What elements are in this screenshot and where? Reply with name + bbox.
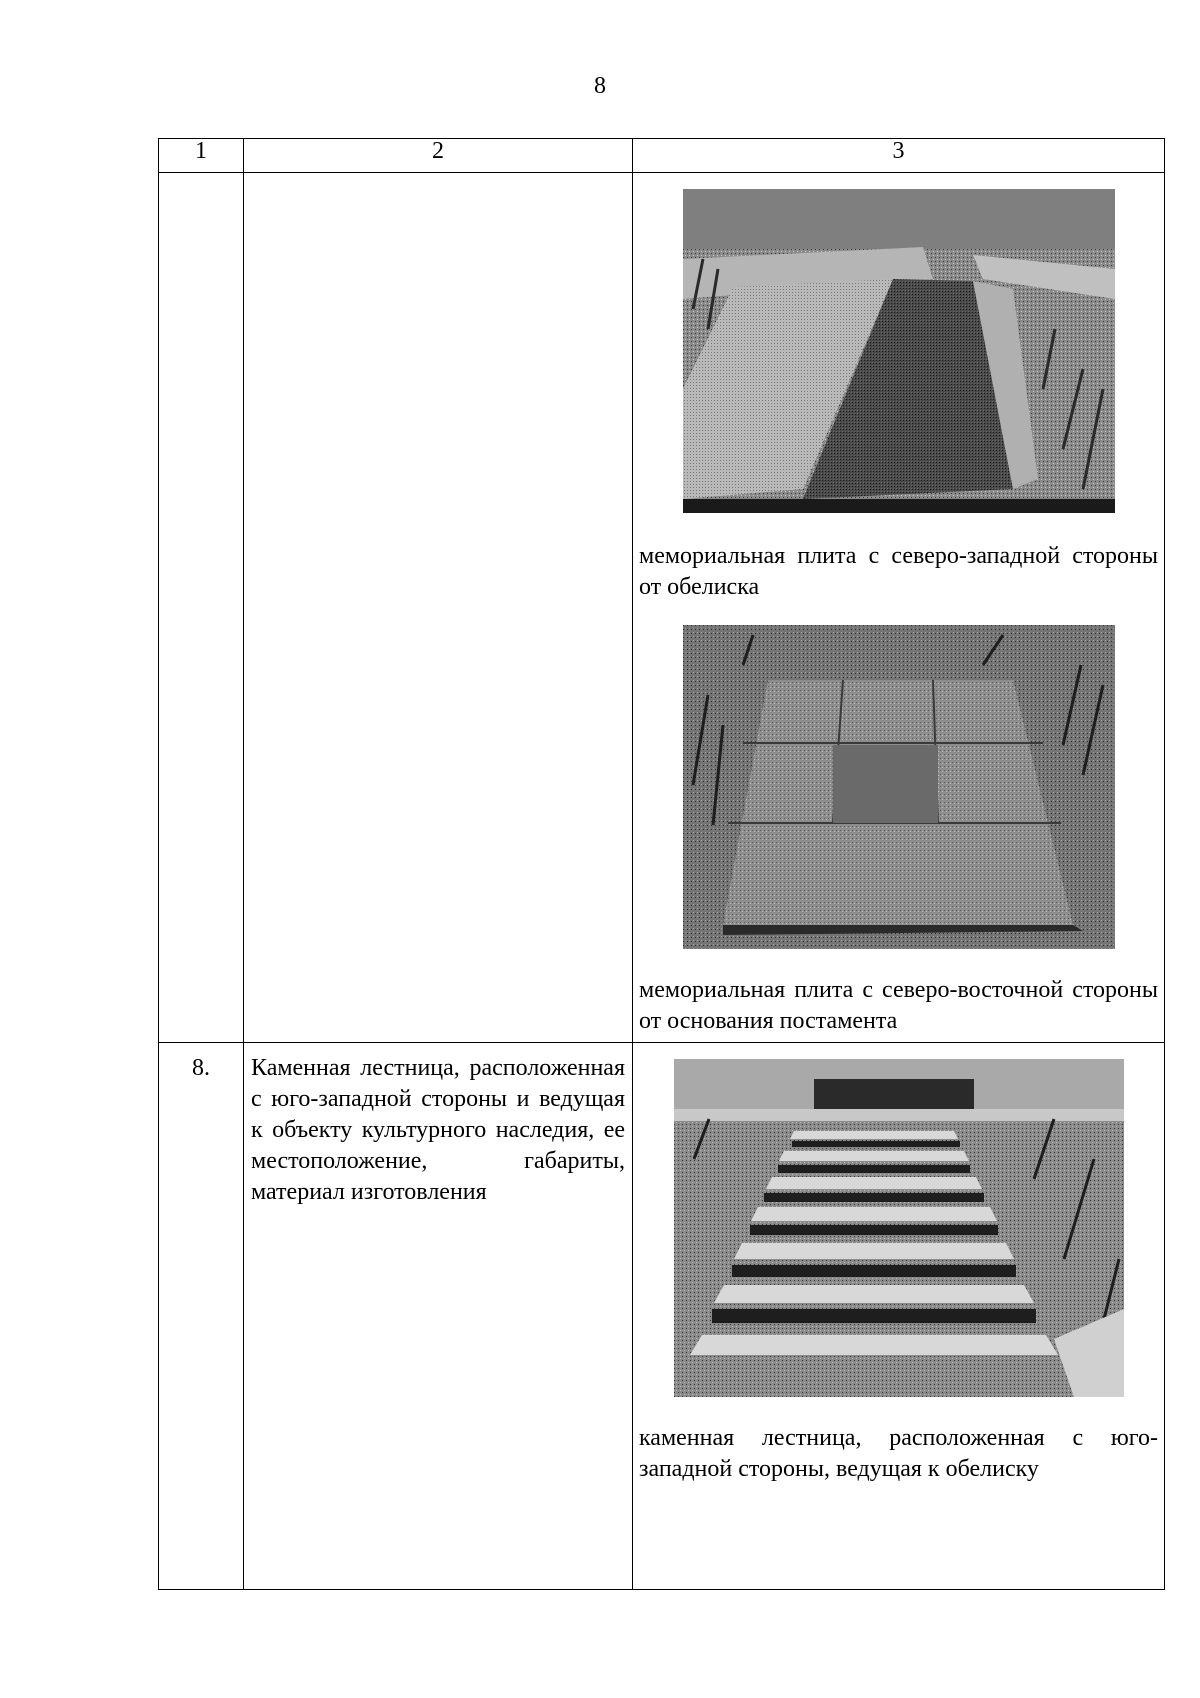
table-row — [159, 173, 1165, 1043]
header-col-3: 3 — [633, 139, 1165, 173]
row-number-cell: 8. — [159, 1043, 244, 1590]
row-description-cell — [244, 173, 633, 1043]
page-number: 8 — [594, 73, 606, 99]
memorial-plate-northwest-photo — [683, 189, 1115, 513]
header-col-2: 2 — [244, 139, 633, 173]
memorial-plate-northeast-photo — [683, 625, 1115, 949]
photo-caption: каменная лестница, расположенная с юго-западной стороны, ведущая к обелиску — [639, 1425, 1158, 1482]
stone-staircase-photo — [674, 1059, 1124, 1397]
photo-caption: мемориальная плита с северо-восточной стороны от основания постамента — [639, 977, 1158, 1034]
header-col-1: 1 — [159, 139, 244, 173]
row-photos-cell — [633, 173, 1165, 1043]
row-description-cell: Каменная лестница, расположенная с юго-западной стороны и ведущая к объекту культурного наследия, ее местоположение, габариты, материал изготовления — [244, 1043, 633, 1590]
row-photos-cell — [633, 1043, 1165, 1590]
document-table — [158, 138, 1165, 1590]
photo-caption: мемориальная плита с северо-западной стороны от обелиска — [639, 543, 1158, 600]
row-number-cell — [159, 173, 244, 1043]
table-row — [159, 1043, 1165, 1590]
table-header-row — [159, 139, 1165, 173]
